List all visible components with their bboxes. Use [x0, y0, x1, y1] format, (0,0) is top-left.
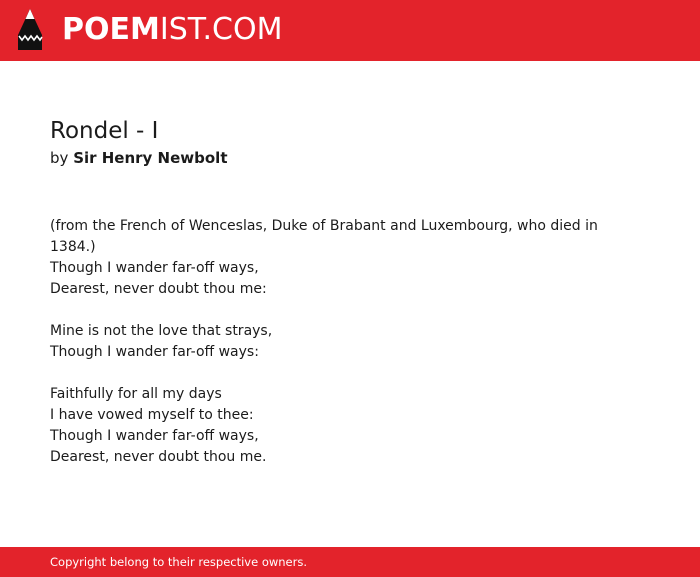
poem-title: Rondel - I — [50, 118, 159, 144]
stanza-gap — [50, 363, 610, 384]
poem-line: Mine is not the love that strays, — [50, 323, 273, 339]
poem-line: Faithfully for all my days — [50, 386, 222, 402]
poem-line: Though I wander far-off ways: — [50, 344, 259, 360]
site-header — [0, 0, 700, 61]
stanza — [50, 258, 610, 300]
site-logo[interactable] — [62, 12, 282, 48]
logo-bold-text: POEM — [62, 12, 160, 47]
byline — [50, 146, 610, 170]
poem-line: Though I wander far-off ways, — [50, 260, 259, 276]
poem-line: Though I wander far-off ways, — [50, 428, 259, 444]
stanza — [50, 384, 610, 468]
poem-line: I have vowed myself to thee: — [50, 407, 254, 423]
poem-line: Dearest, never doubt thou me: — [50, 281, 267, 297]
poem-intro: (from the French of Wenceslas, Duke of Brabant and Luxembourg, who died in 1384.) — [50, 218, 598, 255]
pencil-icon[interactable] — [16, 9, 44, 51]
copyright-text: Copyright belong to their respective owners. — [50, 555, 308, 569]
poem-body — [50, 216, 610, 468]
by-label: by — [50, 149, 69, 167]
stanza-gap — [50, 300, 610, 321]
poem-line: Dearest, never doubt thou me. — [50, 449, 267, 465]
logo-light-text: IST.COM — [159, 12, 283, 47]
stanza — [50, 321, 610, 363]
site-footer — [0, 547, 700, 577]
author-name: Sir Henry Newbolt — [73, 149, 228, 167]
poem-content — [50, 116, 610, 468]
